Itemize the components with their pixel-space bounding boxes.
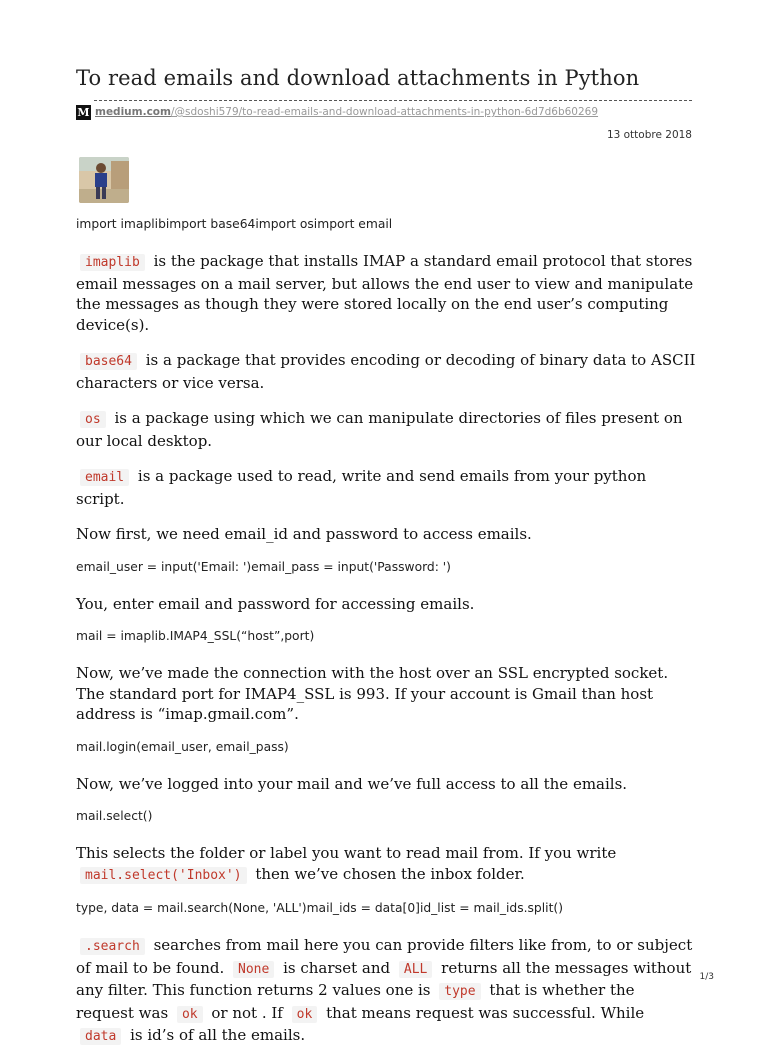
code-snippet-login: mail.login(email_user, email_pass) xyxy=(76,739,289,754)
paragraph-text: is the package that installs IMAP a standard email protocol that stores email messages on a mail server, but allows the end user to view and manipulate the messages as though they were stored locally on the end user’s computing device(s). xyxy=(76,252,694,334)
source-line xyxy=(76,104,598,120)
inline-code: ALL xyxy=(399,961,432,978)
source-domain-link[interactable]: medium.com xyxy=(95,106,171,118)
medium-logo-icon: M xyxy=(77,105,90,119)
paragraph-text: searches from mail here you can provide filters like from, to or subject of mail to be found. xyxy=(76,936,693,977)
code-snippet-imports: import imaplibimport base64import osimport email xyxy=(76,217,393,231)
page-number: 1/3 xyxy=(699,972,714,982)
title-divider xyxy=(94,100,692,101)
inline-code: os xyxy=(80,411,106,428)
inline-code: ok xyxy=(292,1006,318,1023)
paragraph-email xyxy=(76,466,696,509)
source-path-link[interactable]: /@sdoshi579/to-read-emails-and-download-attachments-in-python-6d7d6b60269 xyxy=(170,106,599,118)
paragraph-imaplib xyxy=(76,251,696,335)
inline-code: base64 xyxy=(80,353,137,370)
code-snippet-imap-connect: mail = imaplib.IMAP4_SSL(“host”,port) xyxy=(76,629,315,643)
code-snippet-input: email_user = input('Email: ')email_pass = input('Password: ') xyxy=(76,559,451,574)
inline-code: type xyxy=(439,983,480,1000)
inline-code: ok xyxy=(177,1006,203,1023)
paragraph-text: This selects the folder or label you want to read mail from. If you write xyxy=(76,844,617,862)
paragraph-os xyxy=(76,408,696,451)
inline-code: None xyxy=(233,961,274,978)
paragraph-text: then we’ve chosen the inbox folder. xyxy=(255,864,525,883)
article-body xyxy=(76,217,696,1063)
author-avatar xyxy=(79,157,129,203)
paragraph-text: or not . If xyxy=(211,1003,283,1022)
paragraph-text: is a package used to read, write and send emails from your python script. xyxy=(76,467,647,508)
paragraph-credentials-intro: Now first, we need email_id and password to access emails. xyxy=(76,525,532,543)
paragraph-search-explanation xyxy=(76,935,696,1048)
paragraph-text: that is whether the request was xyxy=(76,981,635,1022)
paragraph-text: that means request was successful. While xyxy=(326,1003,645,1022)
inline-code: mail.select('Inbox') xyxy=(80,867,247,884)
paragraph-text: returns all the messages without any filter. This function returns 2 values one is xyxy=(76,958,692,999)
paragraph-text: is a package using which we can manipulate directories of files present on our local desktop. xyxy=(76,409,683,450)
inline-code: imaplib xyxy=(80,254,145,271)
code-snippet-select: mail.select() xyxy=(76,809,153,823)
code-snippet-search: type, data = mail.search(None, 'ALL')mail_ids = data[0]id_list = mail_ids.split() xyxy=(76,901,563,915)
inline-code: .search xyxy=(80,938,145,955)
inline-code: email xyxy=(80,469,129,486)
paragraph-text: is id’s of all the emails. xyxy=(130,1026,306,1044)
paragraph-text: is a package that provides encoding or decoding of binary data to ASCII characters or vice versa. xyxy=(76,351,696,392)
paragraph-enter-credentials: You, enter email and password for accessing emails. xyxy=(76,594,475,613)
paragraph-select-folder xyxy=(76,843,696,886)
paragraph-text: is charset and xyxy=(283,958,391,977)
paragraph-base64 xyxy=(76,350,696,393)
article-date: 13 ottobre 2018 xyxy=(606,129,692,141)
paragraph-ssl-connection: Now, we’ve made the connection with the host over an SSL encrypted socket. The standard port for IMAP4_SSL is 993. If your account is Gmail than host address is “imap.gmail.com”. xyxy=(76,664,669,723)
article-title: To read emails and download attachments in Python xyxy=(76,66,640,90)
paragraph-logged-in: Now, we’ve logged into your mail and we’ve full access to all the emails. xyxy=(76,774,628,793)
inline-code: data xyxy=(80,1028,121,1045)
